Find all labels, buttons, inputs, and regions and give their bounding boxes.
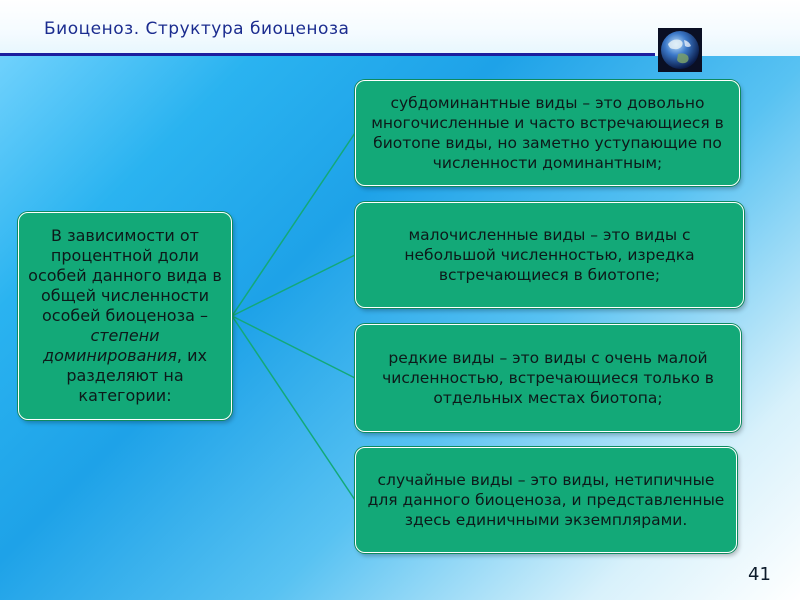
- connector-line: [232, 255, 355, 316]
- category-box-low-abundance: [355, 202, 744, 308]
- category-box-subdominant: [355, 80, 740, 186]
- classification-criterion-box: [18, 212, 232, 420]
- criterion-text-after: , их разделяют на категории:: [66, 346, 207, 405]
- category-text: редкие виды – это виды с очень малой численностью, встречающиеся только в отдельных местах биотопа;: [382, 349, 714, 407]
- criterion-text-before: В зависимости от процентной доли особей данного вида в общей численности особей биоценоза –: [28, 226, 222, 325]
- category-text: случайные виды – это виды, нетипичные для данного биоценоза, и представленные здесь единичными экземплярами.: [367, 471, 725, 529]
- connector-line: [232, 316, 355, 378]
- slide-title: Биоценоз. Структура биоценоза: [44, 19, 350, 39]
- criterion-text: [27, 226, 223, 406]
- connector-line: [232, 316, 355, 500]
- category-box-random: [355, 447, 737, 553]
- criterion-text-italic: степени доминирования: [43, 326, 177, 365]
- category-text: субдоминантные виды – это довольно многочисленные и часто встречающиеся в биотопе виды, но заметно уступающие по численности доминантным;: [371, 94, 724, 172]
- slide-page-number: 41: [748, 564, 771, 585]
- connector-line: [232, 133, 355, 316]
- category-text: малочисленные виды – это виды с небольшой численностью, изредка встречающиеся в биотопе;: [404, 226, 695, 284]
- category-box-rare: [355, 324, 741, 432]
